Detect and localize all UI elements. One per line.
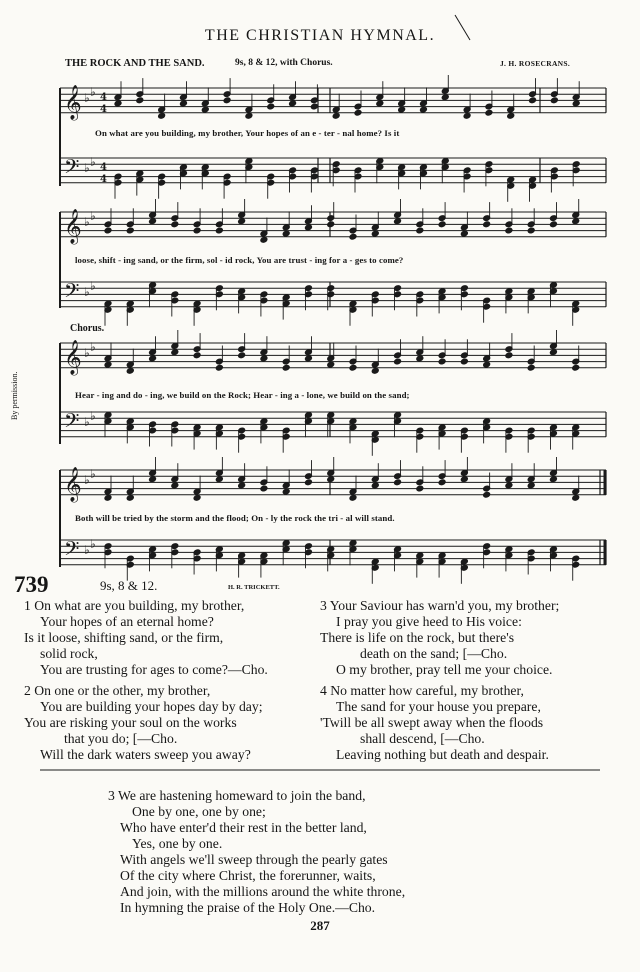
verse-line: 3 We are hastening homeward to join the band,: [108, 788, 366, 803]
verse-4: [320, 683, 620, 763]
note-head: [550, 97, 558, 104]
note-head: [460, 230, 468, 237]
note-head: [193, 227, 201, 234]
verse-line: You are building your hopes day by day;: [40, 699, 263, 714]
note-head: [463, 112, 471, 119]
note-head: [460, 476, 468, 483]
verse-line: I pray you give heed to His voice:: [336, 614, 522, 629]
bass-clef-icon: 𝄢: [64, 409, 80, 437]
verse-line: 4 No matter how careful, my brother,: [320, 683, 524, 698]
note-head: [507, 112, 515, 119]
note-head: [394, 358, 402, 365]
verse-5: [108, 788, 608, 916]
verse-line: that you do; [—Cho.: [64, 731, 178, 746]
note-head: [485, 109, 493, 116]
verse-line: You are trusting for ages to come?—Cho.: [40, 662, 268, 677]
time-signature: 4: [100, 162, 107, 173]
note-head: [238, 352, 246, 359]
verse-line: Of the city where Christ, the forerunner, waits,: [120, 868, 376, 883]
note-head: [215, 364, 223, 371]
verse-line: There is life on the rock, but there's: [320, 630, 515, 645]
note-head: [505, 227, 513, 234]
note-head: [354, 109, 362, 116]
note-head: [416, 355, 424, 362]
note-head: [238, 482, 246, 489]
note-head: [289, 100, 297, 107]
note-head: [441, 94, 449, 101]
verse-line: 2 On one or the other, my brother,: [24, 683, 211, 698]
note-head: [398, 106, 406, 113]
note-head: [483, 491, 491, 498]
note-head: [201, 106, 209, 113]
note-head: [394, 479, 402, 486]
note-head: [332, 112, 340, 119]
verse-3: [320, 598, 620, 678]
lyric-line-2: loose, shift - ing sand, or the firm, sol - id rock, You are trust - ing for a - ges to come?: [75, 255, 404, 265]
verse-line: You are risking your soul on the works: [24, 715, 237, 730]
verse-line: solid rock,: [40, 646, 98, 661]
note-head: [438, 221, 446, 228]
note-head: [149, 476, 157, 483]
verse-line: Your hopes of an eternal home?: [40, 614, 214, 629]
note-head: [572, 494, 580, 501]
note-head: [282, 364, 290, 371]
lyric-line-4: Both will be tried by the storm and the flood; On - ly the rock the tri - al will stand.: [75, 513, 395, 523]
treble-clef-icon: 𝄞: [64, 85, 82, 120]
note-head: [114, 100, 122, 107]
note-head: [572, 100, 580, 107]
flat-icon: ♭: [90, 279, 96, 293]
note-head: [527, 227, 535, 234]
note-head: [245, 112, 253, 119]
flat-icon: ♭: [84, 91, 90, 105]
note-head: [171, 482, 179, 489]
note-head: [282, 488, 290, 495]
meter-note: 9s, 8 & 12, with Chorus.: [235, 58, 333, 68]
note-head: [215, 227, 223, 234]
note-head: [550, 349, 558, 356]
note-head: [260, 236, 268, 243]
flat-icon: ♭: [90, 155, 96, 169]
treble-clef-icon: 𝄞: [64, 467, 82, 502]
verse-line: One by one, one by one;: [132, 804, 266, 819]
note-head: [529, 97, 537, 104]
note-head: [171, 349, 179, 356]
flat-icon: ♭: [90, 85, 96, 99]
flat-icon: ♭: [84, 161, 90, 175]
verse-1: [24, 598, 314, 678]
note-head: [527, 482, 535, 489]
note-head: [260, 485, 268, 492]
note-head: [149, 218, 157, 225]
treble-clef-icon: 𝄞: [64, 209, 82, 244]
hymn-title: THE ROCK AND THE SAND.: [65, 58, 205, 69]
note-head: [223, 97, 231, 104]
note-head: [305, 224, 313, 231]
verse-line: And join, with the millions around the white throne,: [120, 884, 406, 899]
verse-2: [24, 683, 314, 763]
composer: J. H. ROSECRANS.: [500, 59, 571, 68]
flat-icon: ♭: [84, 215, 90, 229]
note-head: [376, 100, 384, 107]
verse-line: 'Twill be all swept away when the floods: [320, 715, 544, 730]
book-title: THE CHRISTIAN HYMNAL.: [204, 27, 436, 44]
note-head: [394, 218, 402, 225]
note-head: [371, 482, 379, 489]
time-signature: 4: [100, 104, 107, 115]
verse-line: With angels we'll sweep through the pearly gates: [120, 852, 388, 867]
verse-line: Will the dark waters sweep you away?: [40, 747, 251, 762]
note-head: [349, 494, 357, 501]
note-head: [438, 358, 446, 365]
note-head: [327, 361, 335, 368]
note-head: [527, 364, 535, 371]
page-number: 287: [310, 918, 330, 933]
note-head: [483, 361, 491, 368]
treble-clef-icon: 𝄞: [64, 340, 82, 375]
note-head: [438, 479, 446, 486]
verse-line: 1 On what are you building, my brother,: [24, 598, 245, 613]
verse-line: Who have enter'd their rest in the better land,: [120, 820, 367, 835]
flat-icon: ♭: [84, 415, 90, 429]
note-head: [416, 485, 424, 492]
verse-line: Is it loose, shifting sand, or the firm,: [24, 630, 224, 645]
note-head: [180, 100, 188, 107]
flat-icon: ♭: [84, 285, 90, 299]
note-head: [149, 355, 157, 362]
note-head: [193, 494, 201, 501]
note-head: [126, 494, 134, 501]
verse-line: 3 Your Saviour has warn'd you, my brother;: [320, 598, 560, 613]
note-head: [349, 233, 357, 240]
note-head: [371, 367, 379, 374]
note-head: [305, 355, 313, 362]
verse-line: death on the sand; [—Cho.: [360, 646, 508, 661]
note-head: [416, 227, 424, 234]
note-head: [420, 106, 428, 113]
note-head: [550, 221, 558, 228]
chorus-label: Chorus.: [70, 323, 105, 334]
verses-right: [320, 598, 620, 763]
time-signature: 4: [100, 174, 107, 185]
note-head: [267, 103, 275, 110]
verse-line: Yes, one by one.: [132, 836, 223, 851]
flat-icon: ♭: [90, 467, 96, 481]
lyric-line-3: Hear - ing and do - ing, we build on the Rock; Hear - ing a - lone, we build on the sand;: [75, 390, 410, 400]
note-head: [136, 97, 144, 104]
flat-icon: ♭: [84, 346, 90, 360]
note-head: [238, 218, 246, 225]
note-head: [104, 361, 112, 368]
lyric-line-1: On what are you building, my brother, Your hopes of an e - ter - nal home? Is it: [95, 128, 400, 138]
verse-line: Leaving nothing but death and despair.: [336, 747, 549, 762]
text-meter: 9s, 8 & 12.: [100, 578, 158, 593]
note-head: [460, 358, 468, 365]
note-head: [310, 103, 318, 110]
note-head: [327, 476, 335, 483]
flat-icon: ♭: [90, 537, 96, 551]
note-head: [260, 355, 268, 362]
note-head: [126, 367, 134, 374]
verse-line: O my brother, pray tell me your choice.: [336, 662, 553, 677]
note-head: [371, 230, 379, 237]
note-head: [104, 227, 112, 234]
flat-icon: ♭: [90, 340, 96, 354]
note-head: [505, 482, 513, 489]
note-head: [104, 494, 112, 501]
flat-icon: ♭: [90, 209, 96, 223]
verse-line: The sand for your house you prepare,: [336, 699, 541, 714]
flat-icon: ♭: [90, 409, 96, 423]
note-head: [171, 221, 179, 228]
note-head: [550, 476, 558, 483]
verse-line: shall descend, [—Cho.: [360, 731, 485, 746]
note-head: [483, 221, 491, 228]
note-head: [349, 364, 357, 371]
note-head: [505, 352, 513, 359]
bass-clef-icon: 𝄢: [64, 537, 80, 565]
note-head: [572, 364, 580, 371]
flat-icon: ♭: [84, 473, 90, 487]
permission-note: By permission.: [10, 371, 19, 420]
note-head: [572, 218, 580, 225]
note-head: [327, 221, 335, 228]
note-head: [282, 230, 290, 237]
note-head: [193, 352, 201, 359]
note-head: [305, 479, 313, 486]
note-head: [215, 476, 223, 483]
note-head: [158, 112, 166, 119]
bass-clef-icon: 𝄢: [64, 155, 80, 183]
verses-left: [24, 598, 314, 763]
bass-clef-icon: 𝄢: [64, 279, 80, 307]
note-head: [126, 227, 134, 234]
flat-icon: ♭: [84, 543, 90, 557]
hymn-number: 739: [14, 572, 49, 597]
time-signature: 4: [100, 92, 107, 103]
verse-line: In hymning the praise of the Holy One.—Cho.: [120, 900, 376, 915]
text-author: H. R. TRICKETT.: [228, 584, 280, 591]
